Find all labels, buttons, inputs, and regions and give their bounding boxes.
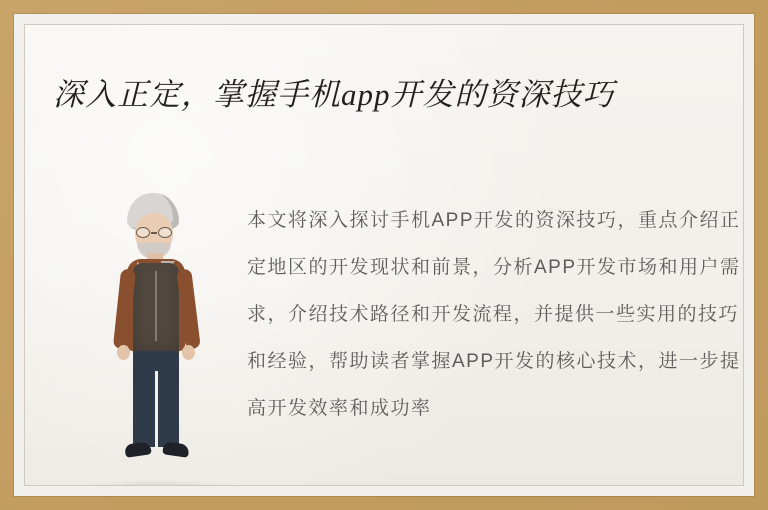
body-paragraph: 本文将深入探讨手机APP开发的资深技巧，重点介绍正定地区的开发现状和前景，分析APP开发市场和用户需求，介绍技术路径和开发流程，并提供一些实用的技巧和经验，帮助读者掌握APP开发的核心技术，进一步提高开发效率和成功率 — [247, 210, 741, 419]
poster-outer-frame — [14, 14, 754, 496]
ground-shadow — [83, 480, 233, 485]
glasses-bridge — [151, 232, 157, 234]
hand-left-shape — [117, 345, 130, 360]
shoe-right-shape — [162, 441, 190, 457]
glasses-icon — [135, 227, 173, 239]
trousers-shape — [133, 351, 179, 447]
hand-right-shape — [182, 345, 195, 360]
glasses-lens-right — [158, 227, 172, 238]
vest-shape — [133, 263, 179, 359]
page-title: 深入正定，掌握手机app开发的资深技巧 — [53, 77, 615, 112]
glasses-lens-left — [136, 227, 150, 238]
poster-inner-frame-border — [24, 24, 744, 486]
shoe-left-shape — [124, 441, 152, 457]
poster-paper-background — [25, 25, 743, 485]
standing-man-illustration — [97, 193, 217, 485]
